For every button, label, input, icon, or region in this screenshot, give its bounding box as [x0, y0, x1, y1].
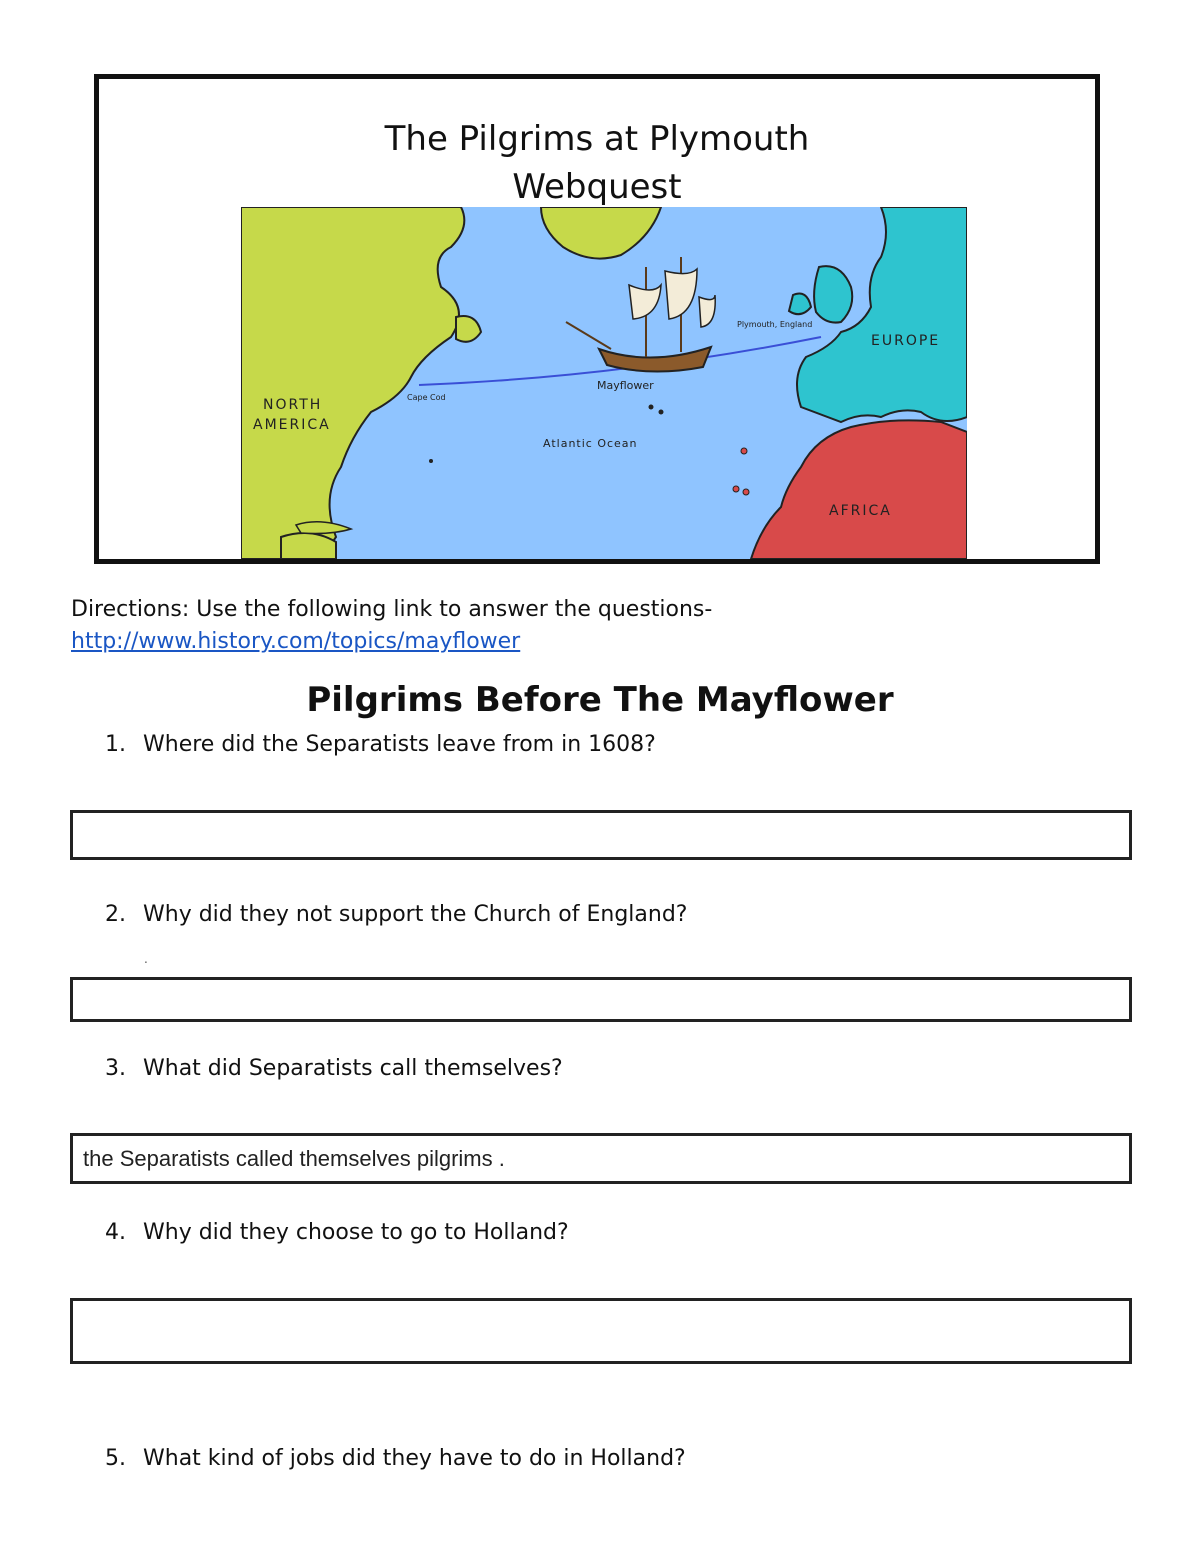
caribbean-islands: [281, 533, 336, 559]
section-heading: Pilgrims Before The Mayflower: [306, 680, 894, 720]
question-4: [105, 1218, 569, 1248]
question-number: 1.: [105, 732, 126, 757]
question-number: 2.: [105, 902, 126, 927]
directions-link[interactable]: http://www.history.com/topics/mayflower: [71, 629, 521, 654]
question-2: [105, 900, 687, 930]
stray-mark: .: [144, 952, 148, 966]
label-mayflower: Mayflower: [597, 379, 654, 392]
island-dot-1: [649, 405, 654, 410]
question-number: 3.: [105, 1056, 126, 1081]
atlantic-map: [241, 207, 967, 559]
label-plymouth: Plymouth, England: [737, 320, 813, 329]
directions: [71, 594, 712, 658]
answer-box-2[interactable]: [70, 977, 1132, 1022]
canary-dot-1: [733, 486, 739, 492]
label-north-america-2: AMERICA: [253, 417, 331, 433]
question-5: [105, 1444, 686, 1474]
answer-text: the Separatists called themselves pilgrims .: [83, 1146, 505, 1171]
label-north-america-1: NORTH: [263, 397, 323, 413]
question-text: What kind of jobs did they have to do in Holland?: [143, 1446, 686, 1471]
answer-box-4[interactable]: [70, 1298, 1132, 1364]
answer-box-3[interactable]: [70, 1133, 1132, 1184]
canary-dot-2: [743, 489, 749, 495]
title-line-2: Webquest: [512, 167, 682, 207]
island-dot-3: [429, 459, 433, 463]
island-dot-2: [659, 410, 664, 415]
title-line-1: The Pilgrims at Plymouth: [384, 119, 810, 159]
worksheet-title: [99, 115, 1095, 211]
directions-text: Directions: Use the following link to answer the questions-: [71, 597, 713, 622]
question-text: What did Separatists call themselves?: [143, 1056, 563, 1081]
question-text: Why did they not support the Church of England?: [143, 902, 688, 927]
question-text: Why did they choose to go to Holland?: [143, 1220, 569, 1245]
madeira-dot: [741, 448, 747, 454]
answer-box-1[interactable]: [70, 810, 1132, 860]
question-text: Where did the Separatists leave from in 1608?: [143, 732, 656, 757]
label-cape-cod: Cape Cod: [407, 393, 446, 402]
label-europe: EUROPE: [871, 333, 941, 349]
title-box: [94, 74, 1100, 564]
question-1: [105, 730, 656, 760]
label-africa: AFRICA: [829, 503, 892, 519]
label-atlantic-ocean: Atlantic Ocean: [543, 437, 638, 450]
question-number: 4.: [105, 1220, 126, 1245]
question-number: 5.: [105, 1446, 126, 1471]
question-3: [105, 1054, 563, 1084]
